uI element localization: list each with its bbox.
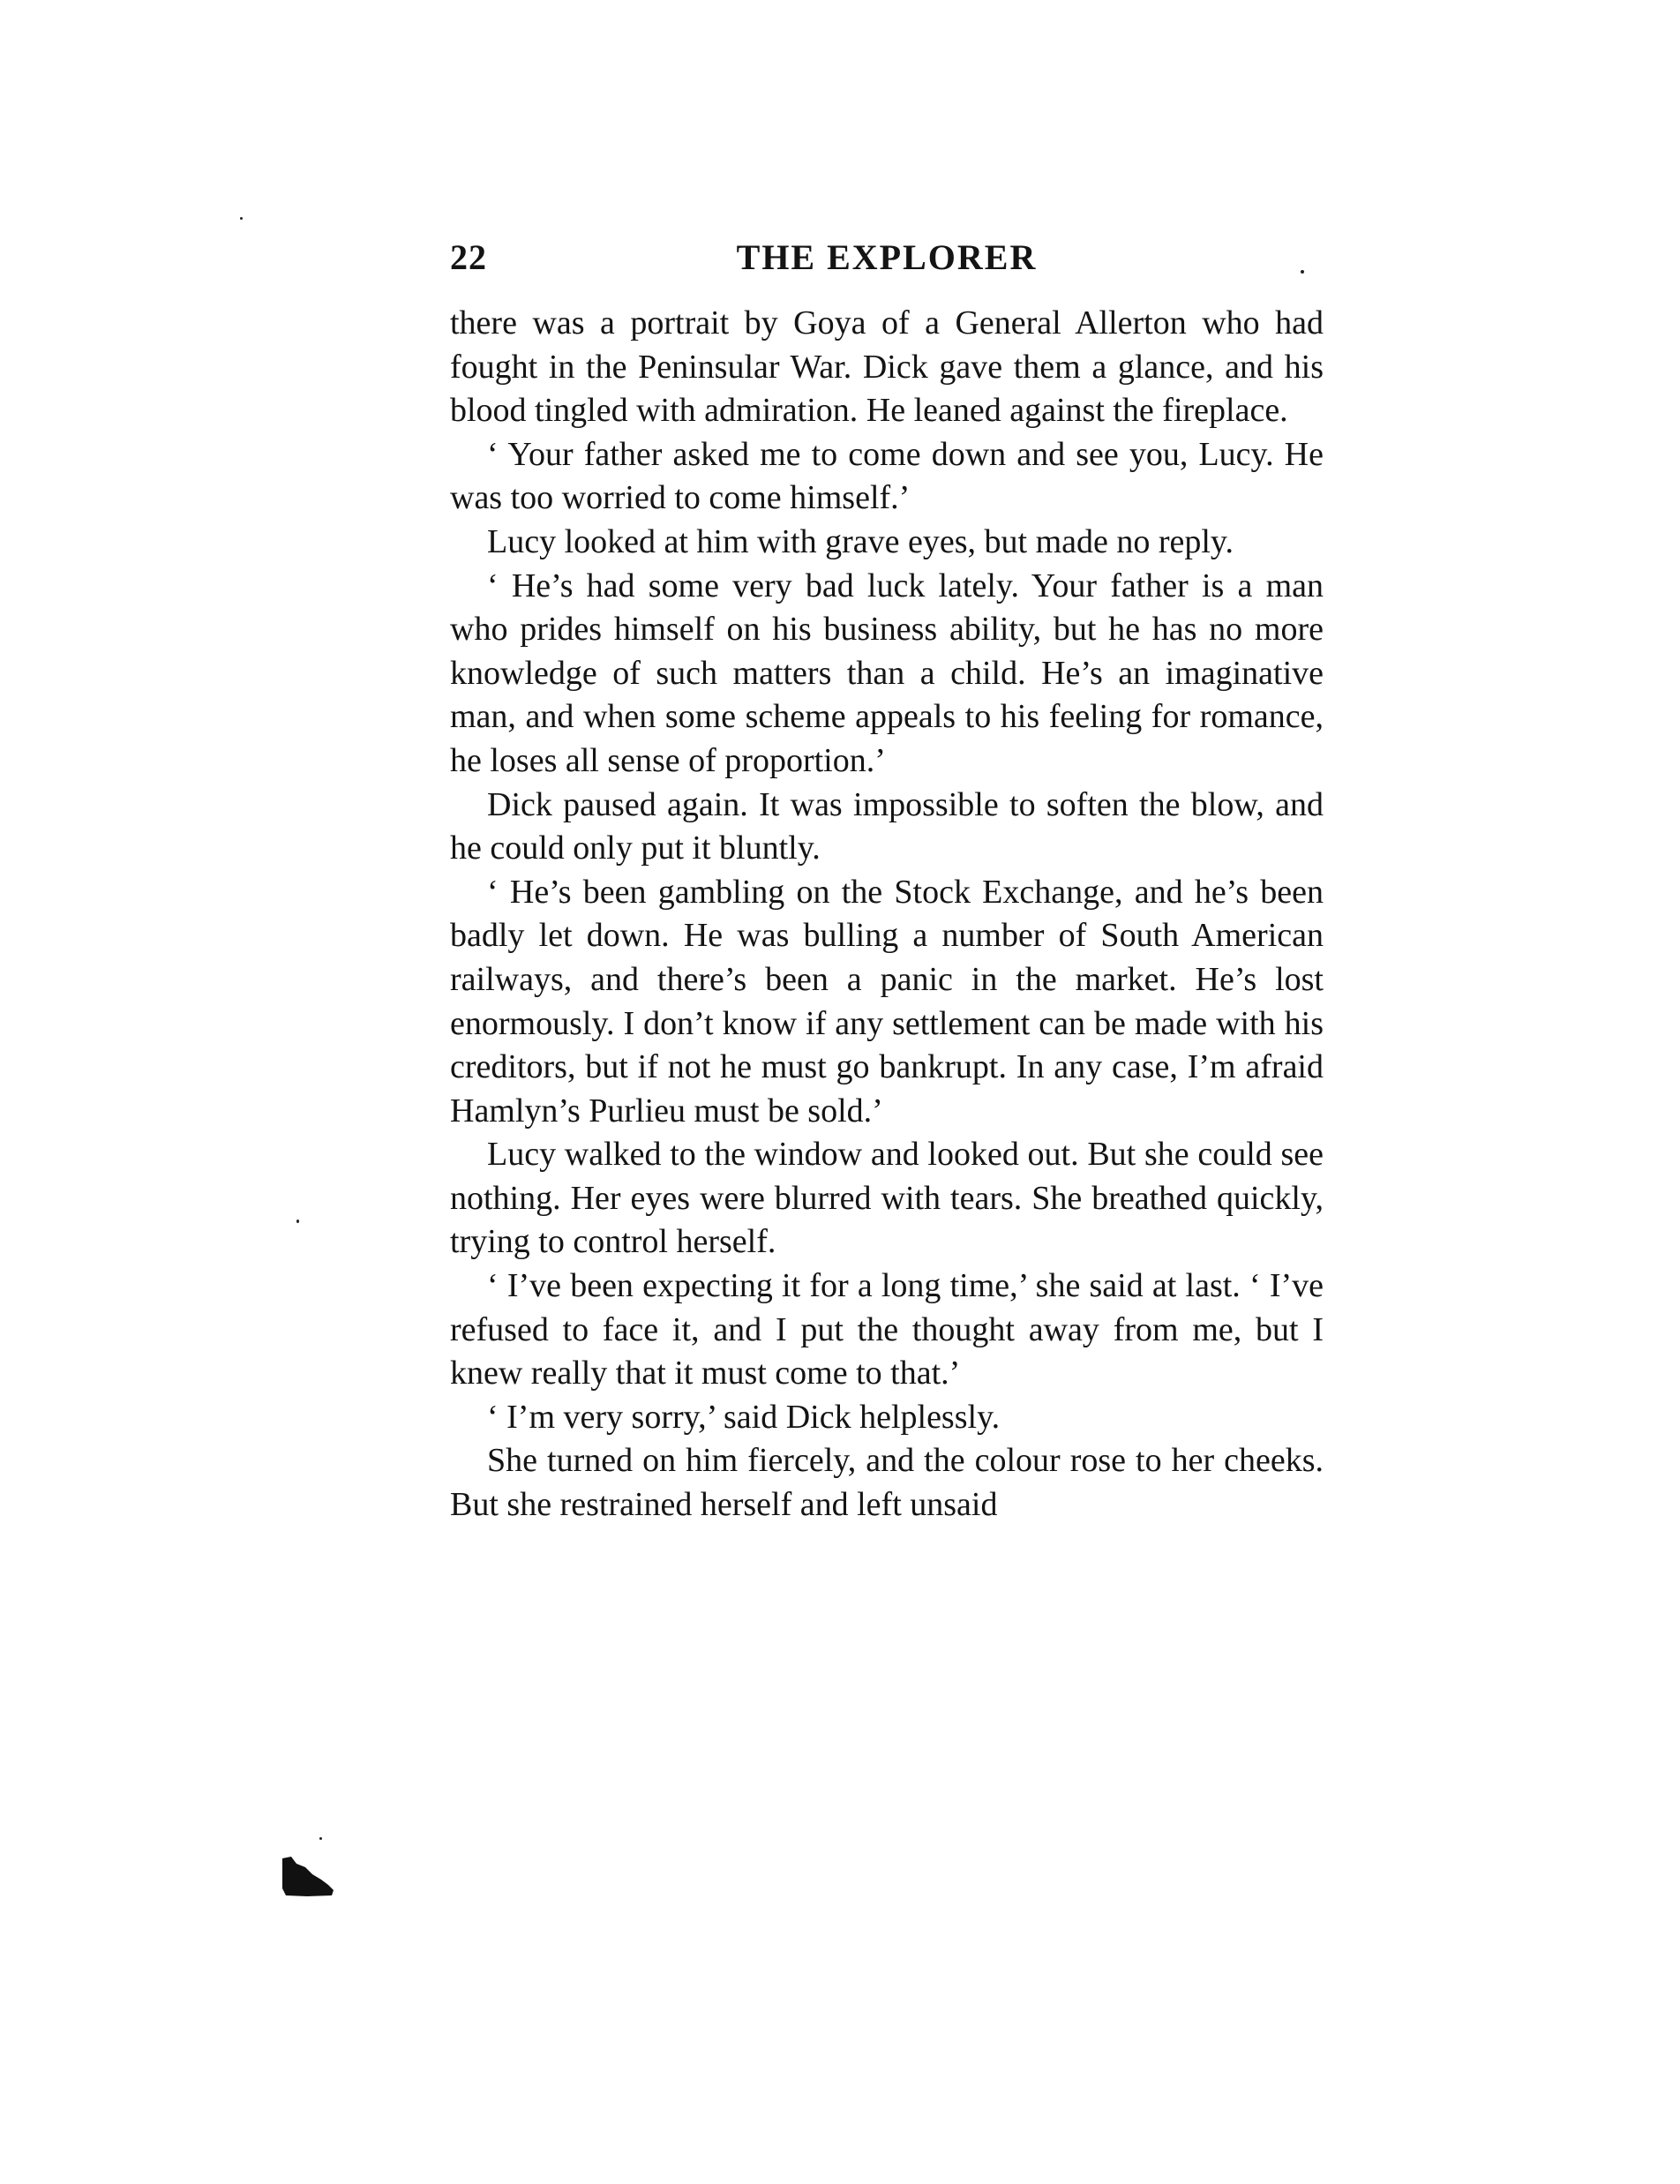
body-text (450, 302, 1324, 1527)
paragraph: ‘ He’s been gambling on the Stock Exchange, and he’s been badly let down. He was bulling a number of South American railways, and there’s been a panic in the market. He’s lost enormously. I don’t know if any settlement can be made with his creditors, but if not he must go bankrupt. In any case, I’m afraid Hamlyn’s Purlieu must be sold.’ (450, 873, 1324, 1130)
ink-blot (281, 1855, 335, 1897)
paragraph: ‘ Your father asked me to come down and see you, Lucy. He was too worried to come himself.’ (450, 435, 1324, 517)
paragraph: Lucy looked at him with grave eyes, but made no reply. (487, 522, 1234, 560)
scan-speck (1301, 270, 1304, 274)
paragraph: Dick paused again. It was impossible to soften the blow, and he could only put it bluntly. (450, 785, 1324, 867)
page-number: 22 (450, 237, 487, 277)
paragraph: ‘ I’m very sorry,’ said Dick helplessly. (487, 1398, 1001, 1436)
scan-speck (319, 1837, 322, 1840)
paragraph: there was a portrait by Goya of a General Allerton who had fought in the Peninsular War. Dick gave them a glance, and his blood tingled with admiration. He leaned against the fireplace. (450, 304, 1324, 430)
running-title: THE EXPLORER (736, 237, 1038, 277)
page-header (450, 236, 1324, 289)
paragraph: Lucy walked to the window and looked out. But she could see nothing. Her eyes were blurred with tears. She breathed quickly, trying to control herself. (450, 1136, 1324, 1261)
paragraph: ‘ I’ve been expecting it for a long time,’ she said at last. ‘ I’ve refused to face it, and I put the thought away from me, but I knew really that it must come to that.’ (450, 1267, 1324, 1392)
paragraph: She turned on him fiercely, and the colour rose to her cheeks. But she restrained herself and left unsaid (450, 1442, 1324, 1524)
scan-speck (296, 1220, 299, 1223)
scan-speck (240, 217, 243, 220)
paragraph: ‘ He’s had some very bad luck lately. Your father is a man who prides himself on his business ability, but he has no more knowledge of such matters than a child. He’s an imaginative man, and when some scheme appeals to his feeling for romance, he loses all sense of proportion.’ (450, 567, 1324, 779)
